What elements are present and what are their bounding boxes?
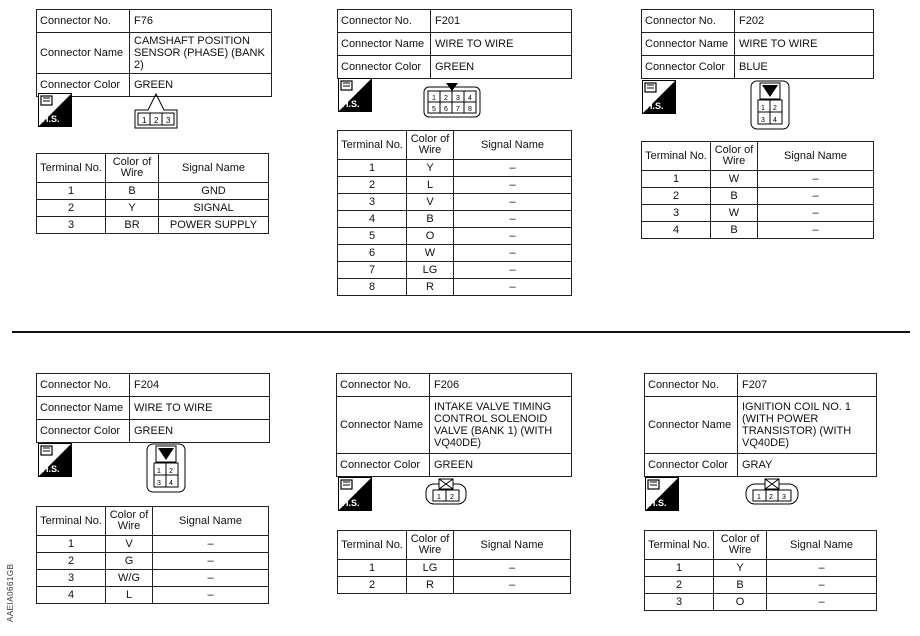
wire-color-cell: W (711, 205, 758, 222)
connector-no-value: F76 (130, 10, 272, 33)
table-row (338, 245, 572, 262)
terminal-no-cell: 1 (37, 536, 106, 553)
connector-face-f201 (423, 81, 481, 124)
connector-name-value: WIRE TO WIRE (431, 33, 572, 56)
pin-label: 2 (769, 494, 773, 501)
connector-color-label: Connector Color (337, 454, 430, 477)
connector-name-label: Connector Name (645, 397, 738, 454)
wire-color-header: Color of Wire (407, 131, 454, 160)
table-row (338, 577, 571, 594)
connector-block-f201 (337, 9, 572, 79)
signal-name-cell: – (758, 188, 874, 205)
terminal-no-header: Terminal No. (645, 531, 714, 560)
pin-label: 3 (157, 480, 161, 487)
table-row (642, 222, 874, 239)
connector-color-label: Connector Color (37, 74, 130, 97)
connector-block-f207 (644, 373, 877, 477)
connector-no-value: F201 (431, 10, 572, 33)
terminal-no-header: Terminal No. (338, 131, 407, 160)
connector-block-f204 (36, 373, 270, 443)
section-divider (12, 331, 910, 333)
connector-face-f207 (745, 478, 799, 511)
connector-no-value: F206 (430, 374, 572, 397)
pin-label: 8 (468, 106, 472, 113)
signal-name-cell: – (758, 205, 874, 222)
terminal-no-cell: 2 (645, 577, 714, 594)
table-row (338, 160, 572, 177)
table-row (642, 205, 874, 222)
table-row (338, 177, 572, 194)
connector-no-label: Connector No. (338, 10, 431, 33)
pin-label: 1 (761, 105, 765, 112)
terminal-no-cell: 2 (37, 553, 106, 570)
connector-name-label: Connector Name (37, 397, 130, 420)
connector-color-label: Connector Color (645, 454, 738, 477)
terminal-table-f202 (641, 141, 874, 239)
connector-color-value: GREEN (130, 420, 270, 443)
signal-name-cell: – (454, 262, 572, 279)
signal-name-cell: – (454, 177, 572, 194)
terminal-no-cell: 2 (338, 177, 407, 194)
signal-name-cell: – (454, 211, 572, 228)
signal-name-cell: – (153, 570, 269, 587)
wire-color-cell: L (407, 177, 454, 194)
table-row (645, 560, 877, 577)
wire-color-cell: B (711, 222, 758, 239)
signal-name-cell: – (454, 194, 572, 211)
signal-name-cell: – (454, 560, 571, 577)
table-row (37, 570, 269, 587)
signal-name-cell: – (758, 222, 874, 239)
terminal-no-cell: 3 (642, 205, 711, 222)
wire-color-cell: G (106, 553, 153, 570)
pin-label: 1 (437, 494, 441, 501)
terminal-no-cell: 5 (338, 228, 407, 245)
terminal-no-cell: 1 (642, 171, 711, 188)
wire-color-cell: R (407, 577, 454, 594)
terminal-no-cell: 4 (338, 211, 407, 228)
connector-color-label: Connector Color (37, 420, 130, 443)
wire-color-header: Color of Wire (714, 531, 767, 560)
terminal-no-cell: 3 (37, 217, 106, 234)
pin-label: 7 (456, 106, 460, 113)
harness-side-icon (338, 477, 372, 511)
hs-label: H.S. (649, 498, 667, 508)
pin-label: 3 (782, 494, 786, 501)
harness-side-icon (38, 443, 72, 477)
connector-block-f76 (36, 9, 272, 97)
terminal-no-cell: 2 (642, 188, 711, 205)
signal-name-cell: – (758, 171, 874, 188)
pin-label: 4 (169, 480, 173, 487)
wire-color-cell: B (106, 183, 159, 200)
table-row (338, 228, 572, 245)
hs-label: H.S. (42, 464, 60, 474)
terminal-table-f201 (337, 130, 572, 296)
pin-label: 5 (432, 106, 436, 113)
connector-no-value: F207 (738, 374, 877, 397)
connector-no-label: Connector No. (37, 10, 130, 33)
terminal-no-cell: 3 (645, 594, 714, 611)
signal-name-cell: – (153, 553, 269, 570)
terminal-no-cell: 1 (645, 560, 714, 577)
connector-name-label: Connector Name (337, 397, 430, 454)
signal-name-cell: GND (159, 183, 269, 200)
terminal-no-header: Terminal No. (642, 142, 711, 171)
wire-color-cell: W (407, 245, 454, 262)
connector-face-f204 (146, 443, 186, 498)
table-row (338, 262, 572, 279)
connector-color-value: BLUE (735, 56, 874, 79)
connector-no-label: Connector No. (37, 374, 130, 397)
wire-color-cell: V (106, 536, 153, 553)
terminal-no-cell: 8 (338, 279, 407, 296)
pin-label: 1 (757, 494, 761, 501)
wire-color-cell: B (714, 577, 767, 594)
wire-color-header: Color of Wire (106, 154, 159, 183)
wire-color-header: Color of Wire (106, 507, 153, 536)
wire-color-cell: Y (714, 560, 767, 577)
wire-color-cell: LG (407, 262, 454, 279)
table-row (37, 587, 269, 604)
table-row (642, 188, 874, 205)
pin-label: 1 (142, 116, 147, 125)
connector-name-label: Connector Name (642, 33, 735, 56)
connector-color-value: GREEN (130, 74, 272, 97)
connector-no-label: Connector No. (337, 374, 430, 397)
terminal-no-cell: 7 (338, 262, 407, 279)
table-row (338, 194, 572, 211)
wire-color-cell: W/G (106, 570, 153, 587)
connector-name-label: Connector Name (338, 33, 431, 56)
wire-color-cell: Y (106, 200, 159, 217)
table-row (37, 200, 269, 217)
wire-color-cell: B (407, 211, 454, 228)
pin-label: 3 (761, 117, 765, 124)
wire-color-cell: R (407, 279, 454, 296)
wire-color-cell: W (711, 171, 758, 188)
hs-label: H.S. (342, 99, 360, 109)
signal-name-cell: – (767, 560, 877, 577)
connector-no-value: F204 (130, 374, 270, 397)
terminal-no-cell: 1 (338, 160, 407, 177)
terminal-no-cell: 2 (338, 577, 407, 594)
harness-side-icon (338, 78, 372, 112)
terminal-table-f206 (337, 530, 571, 594)
pin-label: 3 (166, 116, 171, 125)
terminal-no-header: Terminal No. (37, 507, 106, 536)
hs-label: H.S. (646, 101, 664, 111)
connector-name-value: WIRE TO WIRE (130, 397, 270, 420)
pin-label: 2 (444, 95, 448, 102)
connector-no-label: Connector No. (642, 10, 735, 33)
table-row (37, 553, 269, 570)
terminal-no-cell: 2 (37, 200, 106, 217)
terminal-table-f207 (644, 530, 877, 611)
connector-face-f202 (750, 80, 790, 135)
signal-name-cell: – (454, 228, 572, 245)
connector-name-value: WIRE TO WIRE (735, 33, 874, 56)
connector-color-value: GRAY (738, 454, 877, 477)
hs-label: H.S. (342, 498, 360, 508)
table-row (645, 594, 877, 611)
connector-no-label: Connector No. (645, 374, 738, 397)
signal-name-cell: SIGNAL (159, 200, 269, 217)
signal-name-header: Signal Name (454, 531, 571, 560)
pin-label: 2 (169, 468, 173, 475)
pin-label: 4 (468, 95, 472, 102)
signal-name-cell: – (454, 577, 571, 594)
terminal-no-header: Terminal No. (37, 154, 106, 183)
pin-label: 2 (154, 116, 159, 125)
hs-label: H.S. (42, 114, 60, 124)
connector-color-label: Connector Color (642, 56, 735, 79)
connector-block-f206 (336, 373, 572, 477)
table-row (37, 536, 269, 553)
signal-name-header: Signal Name (767, 531, 877, 560)
harness-side-icon (645, 477, 679, 511)
connector-name-value: CAMSHAFT POSITION SENSOR (PHASE) (BANK 2) (130, 33, 272, 74)
terminal-no-cell: 4 (37, 587, 106, 604)
terminal-table-f204 (36, 506, 269, 604)
table-row (642, 171, 874, 188)
harness-side-icon (38, 93, 72, 127)
wire-color-header: Color of Wire (711, 142, 758, 171)
terminal-no-cell: 4 (642, 222, 711, 239)
signal-name-cell: – (153, 587, 269, 604)
connector-no-value: F202 (735, 10, 874, 33)
connector-color-value: GREEN (430, 454, 572, 477)
wire-color-cell: LG (407, 560, 454, 577)
signal-name-header: Signal Name (159, 154, 269, 183)
signal-name-cell: – (767, 577, 877, 594)
table-row (37, 217, 269, 234)
wire-color-cell: V (407, 194, 454, 211)
signal-name-header: Signal Name (153, 507, 269, 536)
connector-color-value: GREEN (431, 56, 572, 79)
harness-side-icon (642, 80, 676, 114)
connector-face-f76 (133, 92, 179, 135)
connector-face-f206 (425, 478, 467, 511)
terminal-no-cell: 6 (338, 245, 407, 262)
wire-color-cell: O (407, 228, 454, 245)
table-row (645, 577, 877, 594)
terminal-no-header: Terminal No. (338, 531, 407, 560)
pin-label: 1 (157, 468, 161, 475)
connector-color-label: Connector Color (338, 56, 431, 79)
table-row (37, 183, 269, 200)
connector-block-f202 (641, 9, 874, 79)
table-row (338, 560, 571, 577)
wire-color-header: Color of Wire (407, 531, 454, 560)
terminal-table-f76 (36, 153, 269, 234)
terminal-no-cell: 3 (338, 194, 407, 211)
table-row (338, 279, 572, 296)
figure-code: AAEIA0661GB (6, 563, 15, 622)
signal-name-cell: – (153, 536, 269, 553)
pin-label: 6 (444, 106, 448, 113)
connector-name-label: Connector Name (37, 33, 130, 74)
terminal-no-cell: 1 (37, 183, 106, 200)
signal-name-cell: POWER SUPPLY (159, 217, 269, 234)
signal-name-cell: – (454, 245, 572, 262)
wire-color-cell: Y (407, 160, 454, 177)
connector-name-value: IGNITION COIL NO. 1 (WITH POWER TRANSISTOR) (WITH VQ40DE) (738, 397, 877, 454)
signal-name-header: Signal Name (454, 131, 572, 160)
signal-name-cell: – (454, 160, 572, 177)
connector-info-table (36, 9, 272, 97)
signal-name-header: Signal Name (758, 142, 874, 171)
wire-color-cell: L (106, 587, 153, 604)
signal-name-cell: – (454, 279, 572, 296)
table-row (338, 211, 572, 228)
wire-color-cell: O (714, 594, 767, 611)
pin-label: 2 (450, 494, 454, 501)
pin-label: 4 (773, 117, 777, 124)
wire-color-cell: BR (106, 217, 159, 234)
terminal-no-cell: 3 (37, 570, 106, 587)
pin-label: 1 (432, 95, 436, 102)
connector-name-value: INTAKE VALVE TIMING CONTROL SOLENOID VALVE (BANK 1) (WITH VQ40DE) (430, 397, 572, 454)
pin-label: 2 (773, 105, 777, 112)
signal-name-cell: – (767, 594, 877, 611)
wire-color-cell: B (711, 188, 758, 205)
terminal-no-cell: 1 (338, 560, 407, 577)
pin-label: 3 (456, 95, 460, 102)
